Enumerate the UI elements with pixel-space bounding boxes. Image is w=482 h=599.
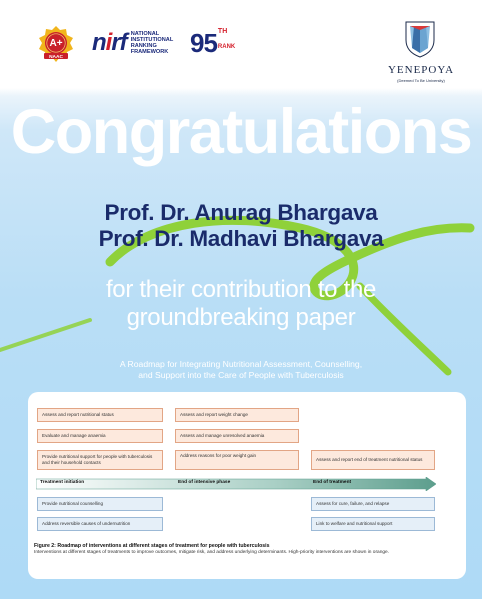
roadmap-box: Evaluate and manage anaemia xyxy=(37,429,163,443)
roadmap-box: Assess and report end of treatment nutritional status xyxy=(311,450,435,470)
roadmap-box: Address reversible causes of undernutrition xyxy=(37,517,163,531)
university-name: YENEPOYA xyxy=(387,64,455,76)
paper-title-line-2: and Support into the Care of People with Tuberculosis xyxy=(138,370,344,380)
phase-label: End of intensive phase xyxy=(178,480,231,485)
naac-grade: A+ xyxy=(49,38,63,49)
phase-label: Treatment initiation xyxy=(40,480,85,485)
naac-label: NAAC xyxy=(49,54,63,60)
roadmap-box: Assess and manage unresolved anaemia xyxy=(175,429,299,443)
roadmap-box: Assess for cure, failure, and relapse xyxy=(311,497,435,511)
roadmap-box: Assess and report weight change xyxy=(175,408,299,422)
paper-title-line-1: A Roadmap for Integrating Nutritional Assessment, Counselling, xyxy=(119,359,363,369)
rank-badge xyxy=(190,28,235,59)
roadmap-box: Address reasons for poor weight gain xyxy=(175,450,299,470)
university-tagline: (Deemed To Be University) xyxy=(397,78,445,83)
figure-caption-text: Interventions at different stages of treatments to improve outcomes, mitigate risk, and address underlying determinants. High-priority interventions are shown in orange. xyxy=(34,550,390,555)
phase-label: End of treatment xyxy=(313,480,352,485)
contribution-line-2: groundbreaking paper xyxy=(126,304,356,331)
yenepoya-shield-icon xyxy=(400,18,440,58)
timeline-arrow xyxy=(36,477,436,491)
roadmap-box: Link to welfare and nutritional support xyxy=(311,517,435,531)
honoree-name-1: Prof. Dr. Anurag Bhargava xyxy=(104,200,378,225)
rank-number: 95 xyxy=(190,28,217,58)
roadmap-box: Provide nutritional support for people with tuberculosis and their household contacts xyxy=(37,450,163,470)
roadmap-box: Provide nutritional counselling xyxy=(37,497,163,511)
naac-badge-icon xyxy=(36,24,76,64)
honoree-name-2: Prof. Dr. Madhavi Bhargava xyxy=(98,226,384,251)
rank-label: RANK xyxy=(217,44,236,50)
nirf-subtitle: NATIONAL INSTITUTIONAL RANKING FRAMEWORK xyxy=(130,31,174,55)
nirf-logo: nirf NATIONAL INSTITUTIONAL RANKING FRAMEWORK xyxy=(92,28,181,58)
figure-caption-title: Figure 2: Roadmap of interventions at different stages of treatment for people with tuberculosis xyxy=(34,543,270,549)
congratulations-heading: Congratulations xyxy=(10,97,472,167)
contribution-line-1: for their contribution to the xyxy=(105,276,377,303)
rank-suffix: TH xyxy=(217,28,228,35)
roadmap-box: Assess and report nutritional status xyxy=(37,408,163,422)
